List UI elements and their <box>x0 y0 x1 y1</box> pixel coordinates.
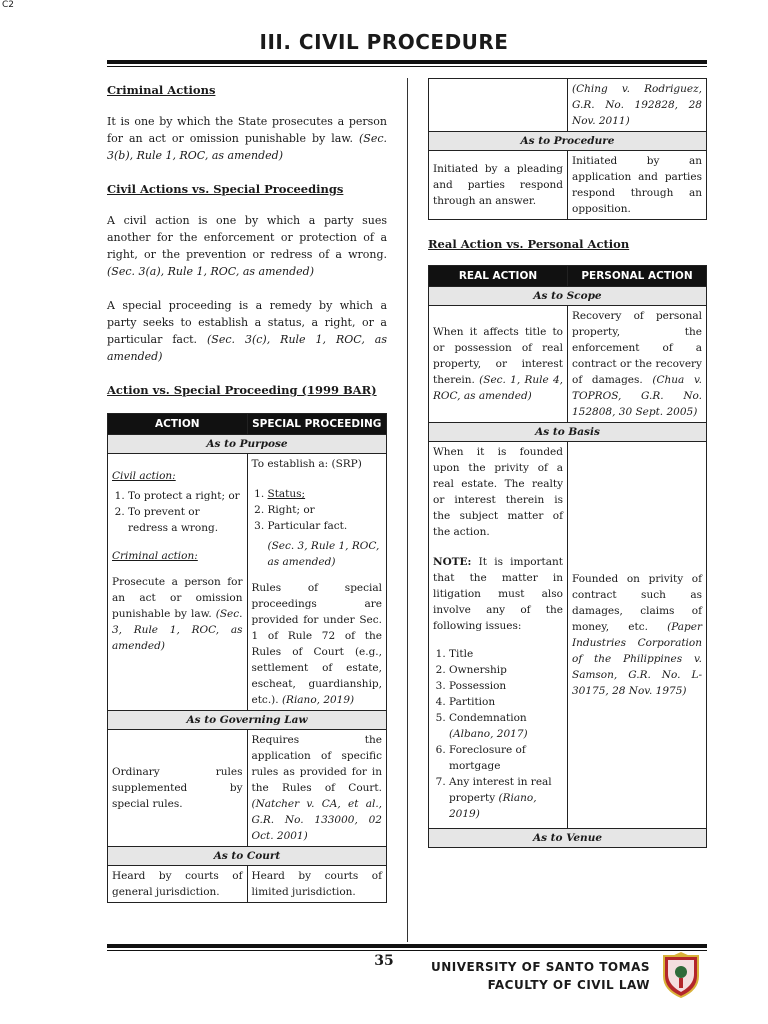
university-seal-icon <box>660 952 702 998</box>
gov-action-cell: Ordinary rules supplemented by special rules. <box>108 730 248 847</box>
basis-note: NOTE: It is important that the matter in litigation must also involve any of the following issues: <box>433 556 563 632</box>
criminal-actions-text: It is one by which the State prosecutes a person for an act or omission punishable by law. (Sec. 3(b), Rule 1, ROC, as amended) <box>107 115 388 162</box>
section-procedure: As to Procedure <box>429 132 707 151</box>
criminal-actions-heading: Criminal Actions <box>107 83 216 97</box>
header-rule <box>107 60 707 64</box>
university-name: UNIVERSITY OF SANTO TOMAS <box>430 960 650 974</box>
action-vs-sp-heading: Action vs. Special Proceeding (1999 BAR) <box>107 383 377 397</box>
scope-personal-cell: Recovery of personal property, the enforcement of a contract or the recovery of damages. (Chua v. TOPROS, G.R. No. 152808, 30 Sept. 2005) <box>568 306 707 423</box>
basis-personal-cell: Founded on privity of contract such as damages, claims of money, etc. (Paper Industries Corporation of the Philippines v. Samson, G.R. No. L-30175, 28 Nov. 1975) <box>568 442 707 829</box>
empty-cell <box>429 79 568 132</box>
gov-sp-cell: Requires the application of specific rules as provided for in the Rules of Court. (Natcher v. CA, et al., G.R. No. 133000, 02 Oct. 2001) <box>247 730 387 847</box>
header-rule-thin <box>107 66 707 67</box>
footer-rule <box>107 944 707 948</box>
list-item: 1. To protect a right; or <box>128 488 243 504</box>
right-column <box>428 78 707 848</box>
purpose-sp-cell <box>247 454 387 711</box>
left-column <box>107 82 387 903</box>
list-item: 2. To prevent or redress a wrong. <box>128 504 243 536</box>
special-proceeding-text: A special proceeding is a remedy by which a party seeks to establish a status, a right, or a particular fact. (Sec. 3(c), Rule 1, ROC, as amended) <box>107 299 387 363</box>
purpose-action-cell <box>108 454 248 711</box>
real-vs-personal-table <box>428 265 707 848</box>
list-item: 2. Ownership <box>449 662 563 678</box>
basis-real-cell <box>429 442 568 829</box>
civil-vs-sp-heading: Civil Actions vs. Special Proceedings <box>107 182 344 196</box>
list-item: 1. Title <box>449 646 563 662</box>
sp-rules-text: Rules of special proceedings are provided for under Sec. 1 of Rule 72 of the Rules of Court (e.g., settlement of estate, escheat, guardianship, etc.). (Riano, 2019) <box>251 582 382 706</box>
list-item: 3. Possession <box>449 678 563 694</box>
table-header-action: ACTION <box>108 414 248 435</box>
proc-action-cell: Initiated by a pleading and parties respond through an answer. <box>429 151 568 220</box>
court-action-cell: Heard by courts of general jurisdiction. <box>108 866 248 903</box>
section-basis: As to Basis <box>429 423 707 442</box>
list-item: 7. Any interest in real property (Riano, 2019) <box>449 774 563 822</box>
scope-real-cell: When it affects title to or possession of real property, or interest therein. (Sec. 1, Rule 4, ROC, as amended) <box>429 306 568 423</box>
section-governing-law: As to Governing Law <box>108 711 387 730</box>
civil-action-label: Civil action: <box>112 470 176 482</box>
faculty-name: FACULTY OF CIVIL LAW <box>487 978 650 992</box>
list-item: 6. Foreclosure of mortgage <box>449 742 563 774</box>
ching-cite-cell: (Ching v. Rodriguez, G.R. No. 192828, 28 Nov. 2011) <box>568 79 707 132</box>
column-divider <box>407 78 408 942</box>
civil-action-text: A civil action is one by which a party sues another for the enforcement or protection of a right, or the prevention or redress of a wrong. (Sec. 3(a), Rule 1, ROC, as amended) <box>107 214 387 278</box>
section-scope: As to Scope <box>429 287 707 306</box>
sp-srp-list <box>252 486 383 534</box>
basis-real-text: When it is founded upon the privity of a real estate. The realty or interest therein is the subject matter of the action. <box>433 446 563 538</box>
table-header-special-proceeding: SPECIAL PROCEEDING <box>247 414 387 435</box>
list-item: 2. Right; or <box>268 502 383 518</box>
section-venue: As to Venue <box>429 829 707 848</box>
criminal-action-text: Prosecute a person for an act or omission punishable by law. (Sec. 3, Rule 1, ROC, as amended) <box>112 576 243 652</box>
real-vs-personal-heading: Real Action vs. Personal Action <box>428 237 630 251</box>
footer-institution <box>431 958 650 994</box>
list-item: 3. Particular fact. <box>268 518 383 534</box>
section-court: As to Court <box>108 847 387 866</box>
action-vs-sp-table-continued <box>428 78 707 220</box>
table-header-real-action: REAL ACTION <box>429 266 568 287</box>
footer-rule-thin <box>107 950 707 951</box>
sp-establish-text: To establish a: (SRP) <box>251 458 362 470</box>
criminal-action-label: Criminal action: <box>112 550 198 562</box>
page-title: III. CIVIL PROCEDURE <box>259 30 509 54</box>
list-item: 5. Condemnation (Albano, 2017) <box>449 710 563 742</box>
sp-items-cite: (Sec. 3, Rule 1, ROC, as amended) <box>267 540 380 568</box>
issues-list <box>433 646 563 822</box>
page-number: 35 <box>374 953 394 969</box>
section-purpose: As to Purpose <box>108 435 387 454</box>
action-vs-sp-table <box>107 413 387 903</box>
table-header-personal-action: PERSONAL ACTION <box>568 266 707 287</box>
civil-action-list <box>112 488 243 536</box>
court-sp-cell: Heard by courts of limited jurisdiction. <box>247 866 387 903</box>
proc-sp-cell: Initiated by an application and parties respond through an opposition. <box>568 151 707 220</box>
list-item: 1. Status; <box>268 486 383 502</box>
corner-mark: C2 <box>2 0 15 10</box>
list-item: 4. Partition <box>449 694 563 710</box>
